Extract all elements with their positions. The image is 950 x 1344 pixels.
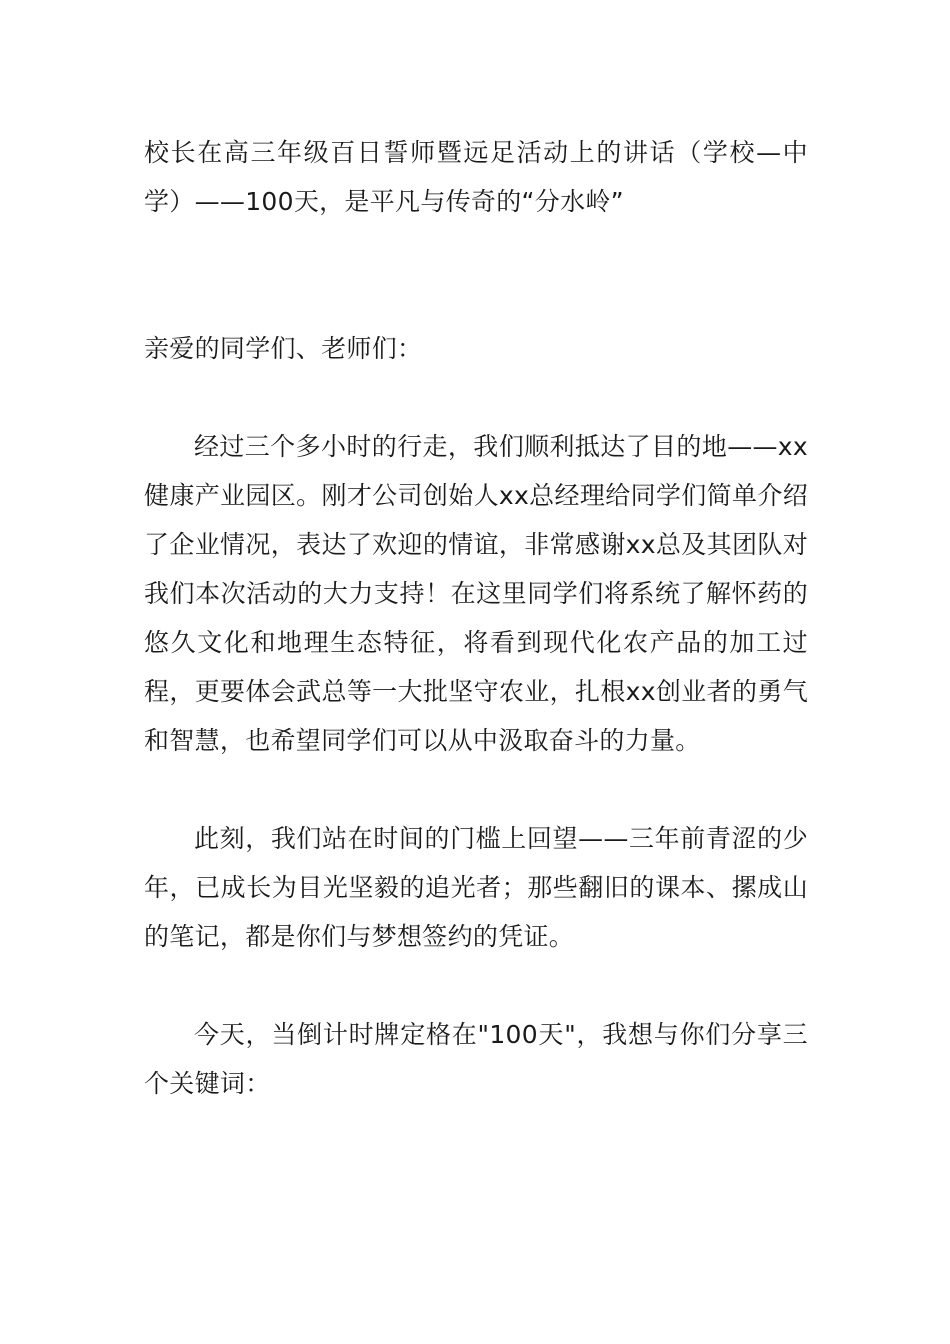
paragraph-2: 此刻，我们站在时间的门槛上回望——三年前青涩的少年，已成长为目光坚毅的追光者；那些翻旧的课本、摞成山的笔记，都是你们与梦想签约的凭证。 <box>144 824 808 951</box>
paragraph-1: 经过三个多小时的行走，我们顺利抵达了目的地——xx健康产业园区。刚才公司创始人xx总经理给同学们简单介绍了企业情况，表达了欢迎的情谊，非常感谢xx总及其团队对我们本次活动的大力支持！在这里同学们将系统了解怀药的悠久文化和地理生态特征，将看到现代化农产品的加工过程，更要体会武总等一大批坚守农业，扎根xx创业者的勇气和智慧，也希望同学们可以从中汲取奋斗的力量。 <box>144 432 808 755</box>
salutation: 亲爱的同学们、老师们： <box>144 334 423 363</box>
document-body <box>144 128 808 1157</box>
paragraph-3: 今天，当倒计时牌定格在"100天"，我想与你们分享三个关键词： <box>144 1020 808 1098</box>
document-title: 校长在高三年级百日誓师暨远足活动上的讲话（学校—中学）——100天，是平凡与传奇的“分水岭” <box>144 138 808 216</box>
